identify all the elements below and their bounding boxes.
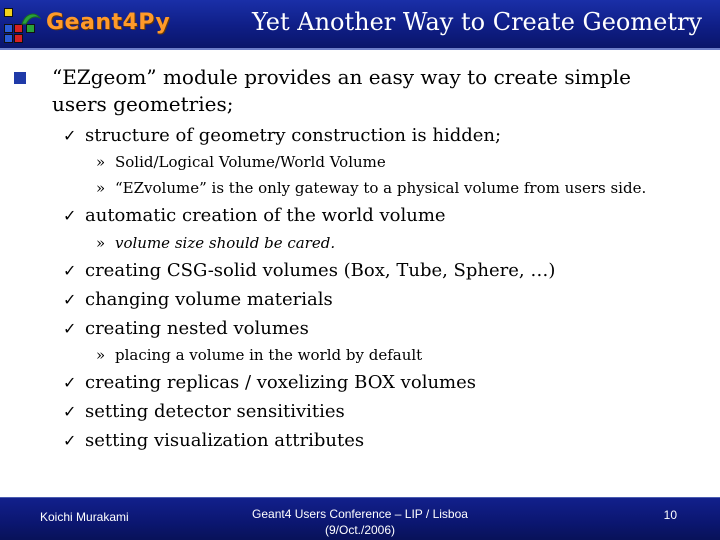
logo-text: Geant4Py [46,10,171,35]
footer-conference-line1: Geant4 Users Conference – LIP / Lisboa [252,507,468,521]
slide-title: Yet Another Way to Create Geometry [252,8,702,36]
slide-footer [0,497,720,540]
checkmark-icon: ✓ [63,290,77,309]
page-number: 10 [663,508,677,522]
list-item: setting detector sensitivities [85,401,345,422]
raquo-icon: » [96,153,106,171]
list-item: changing volume materials [85,289,333,310]
list-subitem: placing a volume in the world by default [115,346,423,364]
list-subitem: volume size should be cared. [115,234,336,252]
checkmark-icon: ✓ [63,126,77,145]
checkmark-icon: ✓ [63,373,77,392]
footer-conference-line2: (9/Oct./2006) [324,523,396,537]
checkmark-icon: ✓ [63,319,77,338]
checkmark-icon: ✓ [63,206,77,225]
list-item: creating replicas / voxelizing BOX volumes [85,372,476,393]
footer-conference [0,506,720,538]
list-item: structure of geometry construction is hidden; [85,125,502,146]
list-item: creating nested volumes [85,318,309,339]
list-item: creating CSG-solid volumes (Box, Tube, Sphere, …) [85,260,556,281]
list-subitem: “EZvolume” is the only gateway to a physical volume from users side. [115,179,647,197]
main-bullet-line2: users geometries; [52,92,234,116]
checkmark-icon: ✓ [63,402,77,421]
slide-header [0,0,720,50]
checkmark-icon: ✓ [63,431,77,450]
footer-author: Koichi Murakami [40,510,129,524]
square-bullet-icon [14,72,26,84]
raquo-icon: » [96,179,106,197]
list-item: setting visualization attributes [85,430,365,451]
checkmark-icon: ✓ [63,261,77,280]
raquo-icon: » [96,234,106,252]
geant4py-logo-icon [4,8,40,44]
raquo-icon: » [96,346,106,364]
list-item: automatic creation of the world volume [85,205,446,226]
logo-swirl-icon [20,10,42,28]
list-subitem: Solid/Logical Volume/World Volume [115,153,386,171]
main-bullet-line1: “EZgeom” module provides an easy way to create simple [52,65,631,89]
